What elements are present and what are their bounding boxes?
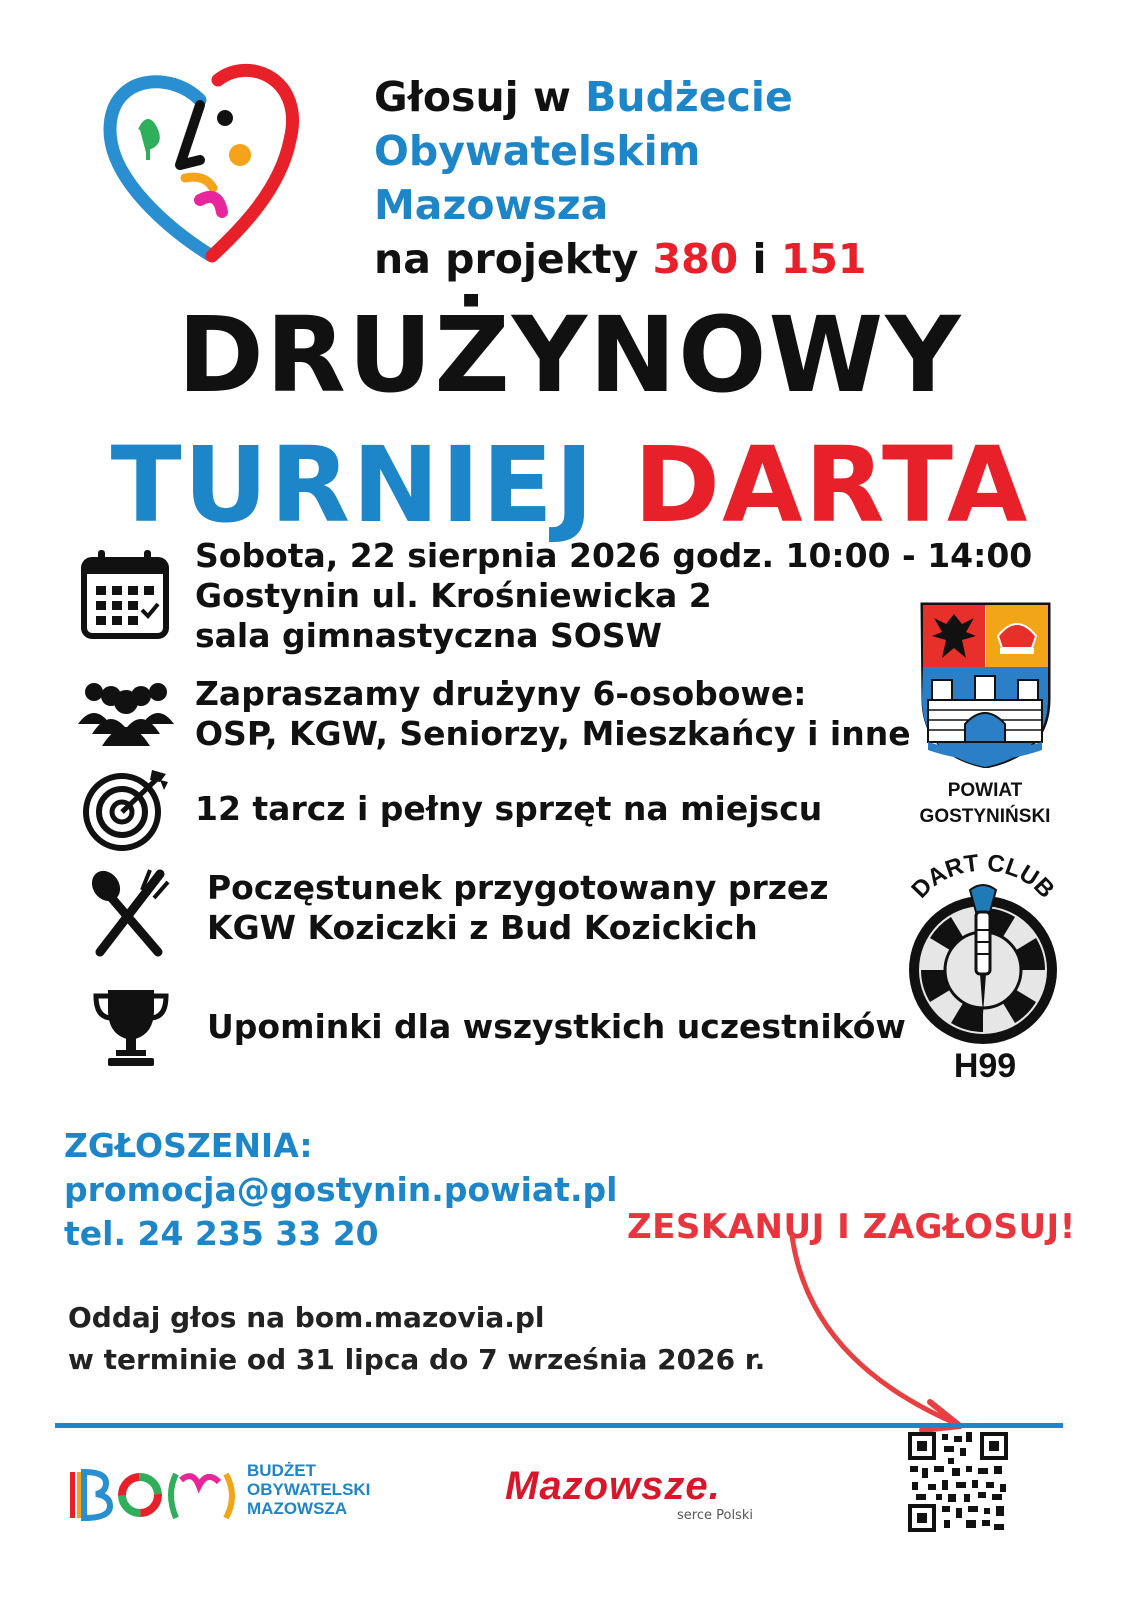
vote-line1: Oddaj głos na bom.mazovia.pl: [68, 1301, 545, 1334]
mazowsze-wordmark: Mazowsze.: [505, 1464, 721, 1508]
vote-invitation: [374, 70, 866, 286]
powiat-line1: POWIAT: [947, 780, 1023, 801]
contact-heading: ZGŁOSZENIA:: [64, 1126, 313, 1165]
bom-label: [247, 1461, 370, 1518]
bom-line1: BUDŻET: [247, 1461, 316, 1480]
mazowsze-tagline: serce Polski: [677, 1508, 753, 1523]
event-venue: sala gimnastyczna SOSW: [195, 616, 662, 655]
powiat-label: [890, 778, 1080, 830]
arrow-to-qr-icon: [780, 1228, 980, 1448]
vote-info: [68, 1297, 765, 1381]
header-line2: Obywatelskim: [374, 127, 701, 175]
title-line2: [0, 420, 1140, 550]
contact-email[interactable]: promocja@gostynin.powiat.pl: [64, 1170, 618, 1209]
bom-logo: [68, 1466, 238, 1526]
event-date: Sobota, 22 sierpnia 2026 godz. 10:00 - 14:00: [195, 536, 1033, 575]
dart-club-name: DART CLUB: [906, 850, 1060, 904]
header-line1-b: Budżecie: [585, 73, 793, 121]
prizes-info: Upominki dla wszystkich uczestników: [207, 1007, 906, 1046]
mazowsze-logo: [505, 1464, 753, 1523]
header-line4-a: na projekty: [374, 235, 639, 283]
teams-info: [195, 674, 911, 754]
divider-line: [55, 1423, 1063, 1428]
powiat-line2: GOSTYNIŃSKI: [919, 806, 1051, 827]
event-address: Gostynin ul. Krośniewicka 2: [195, 576, 712, 615]
header-line1-a: Głosuj w: [374, 73, 571, 121]
contact-phone[interactable]: tel. 24 235 33 20: [64, 1214, 379, 1253]
food-line1: Poczęstunek przygotowany przez: [207, 868, 829, 907]
cutlery-icon: [88, 868, 170, 958]
scan-call-to-action: ZESKANUJ I ZAGŁOSUJ!: [627, 1207, 1076, 1247]
dart-club-logo: [898, 850, 1068, 1050]
food-info: [207, 868, 829, 948]
title-darta: DARTA: [633, 424, 1030, 546]
contact-section: [64, 1124, 617, 1256]
title-turniej: TURNIEJ: [110, 424, 596, 546]
qr-code[interactable]: [908, 1432, 1008, 1532]
food-line2: KGW Koziczki z Bud Kozickich: [207, 908, 758, 947]
header-line4-c: i: [752, 235, 767, 283]
event-details: [195, 536, 1032, 656]
bom-line3: MAZOWSZA: [247, 1499, 348, 1518]
powiat-coat-of-arms: [918, 600, 1053, 768]
teams-line1: Zapraszamy drużyny 6-osobowe:: [195, 674, 807, 713]
people-icon: [76, 678, 176, 748]
calendar-icon: [80, 548, 170, 640]
equipment-info: 12 tarcz i pełny sprzęt na miejscu: [195, 789, 823, 828]
project-number-151: 151: [780, 235, 867, 283]
vote-line2: w terminie od 31 lipca do 7 września 2026 r.: [68, 1343, 766, 1376]
bom-line2: OBYWATELSKI: [247, 1480, 371, 1499]
teams-line2: OSP, KGW, Seniorzy, Mieszkańcy i inne: [195, 714, 911, 753]
heart-face-logo: [100, 60, 310, 270]
project-number-380: 380: [652, 235, 739, 283]
title-line1: DRUŻYNOWY: [177, 294, 963, 416]
trophy-icon: [90, 986, 172, 1068]
header-line3: Mazowsza: [374, 181, 609, 229]
dart-club-code: H99: [953, 1047, 1017, 1085]
target-icon: [82, 766, 172, 852]
